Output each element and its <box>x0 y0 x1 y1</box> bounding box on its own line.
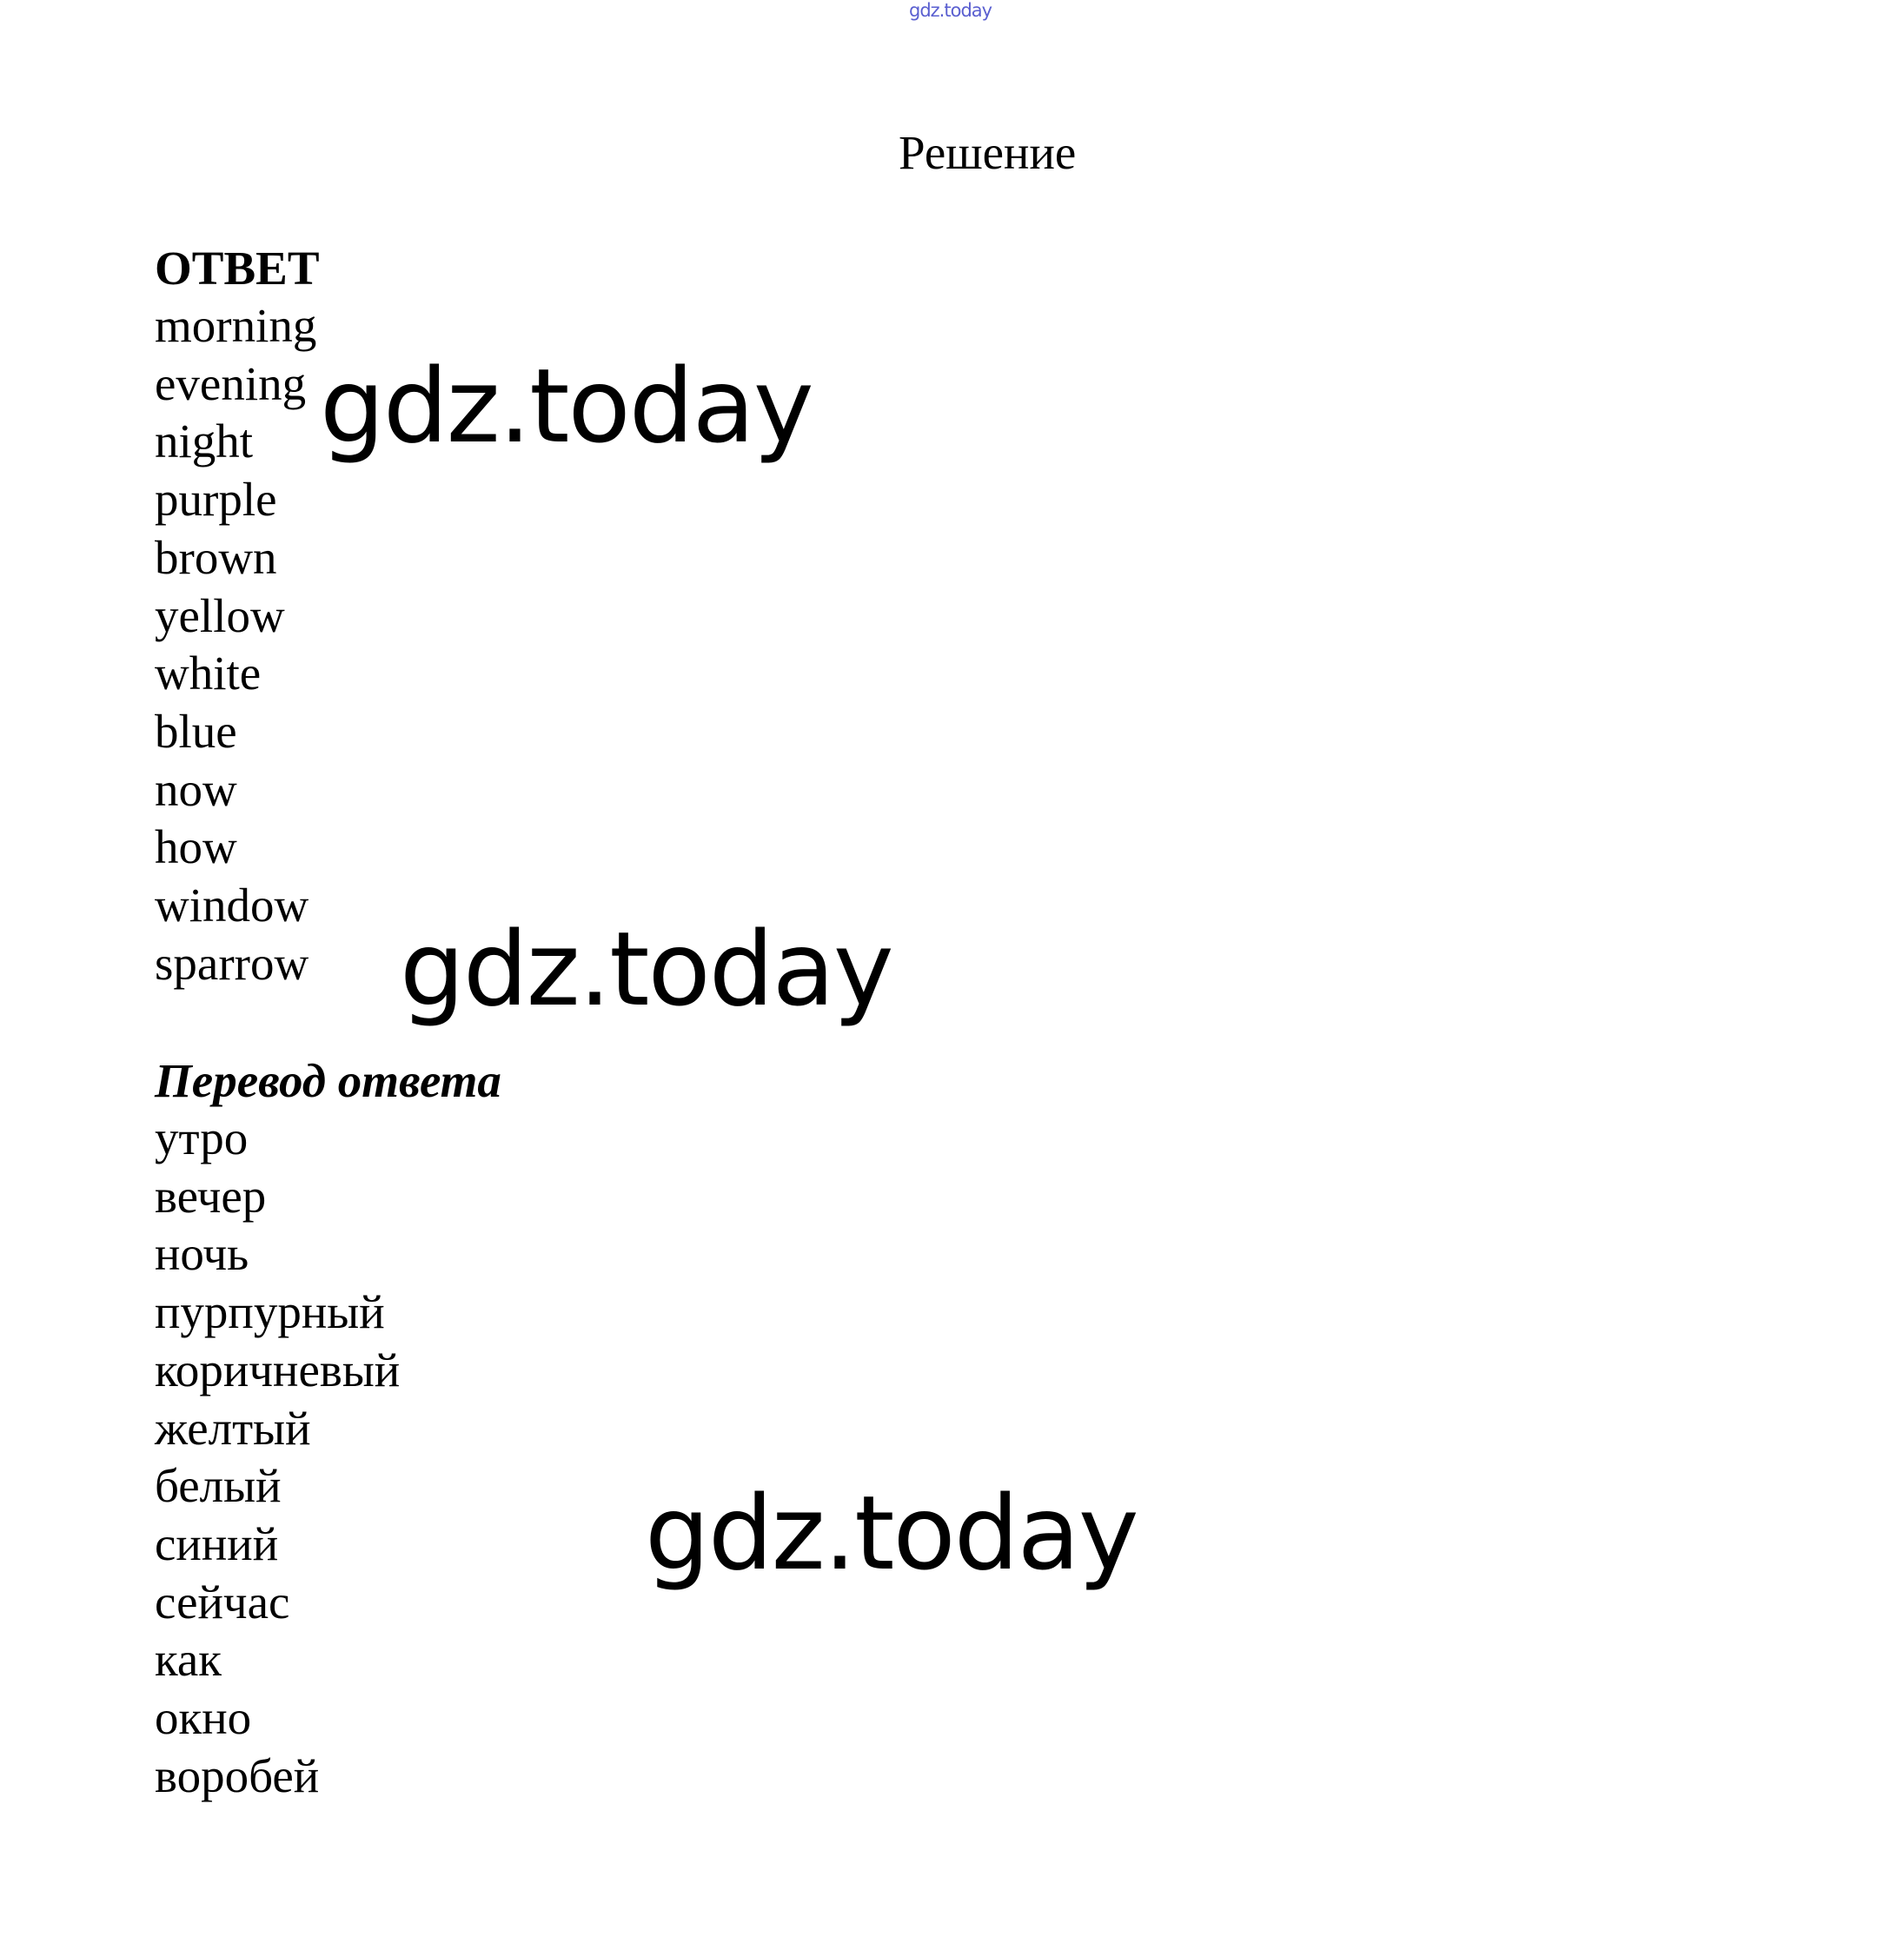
answer-section <box>155 239 320 992</box>
translation-word: утро <box>155 1111 249 1164</box>
translation-word: синий <box>155 1516 279 1570</box>
answer-word-list <box>155 297 320 992</box>
answer-heading: ОТВЕТ <box>155 242 320 295</box>
answer-word: brown <box>155 530 277 584</box>
watermark: gdz.today <box>645 1473 1138 1593</box>
translation-heading: Перевод ответа <box>155 1054 501 1107</box>
answer-word: morning <box>155 299 317 352</box>
answer-word: blue <box>155 704 237 758</box>
watermark: gdz.today <box>400 909 892 1029</box>
answer-word: window <box>155 879 309 932</box>
translation-word: коричневый <box>155 1343 401 1396</box>
translation-word: окно <box>155 1691 252 1745</box>
translation-word-list <box>155 1110 501 1805</box>
translation-word: сейчас <box>155 1575 290 1629</box>
answer-word: white <box>155 647 262 700</box>
answer-word: how <box>155 820 237 874</box>
page-title: Решение <box>899 126 1077 179</box>
top-watermark: gdz.today <box>909 0 992 21</box>
translation-word: вечер <box>155 1169 267 1223</box>
answer-word: purple <box>155 473 277 527</box>
translation-word: белый <box>155 1459 282 1513</box>
translation-word: пурпурный <box>155 1285 385 1339</box>
answer-word: evening <box>155 356 307 410</box>
answer-word: night <box>155 415 254 468</box>
answer-word: sparrow <box>155 936 309 990</box>
answer-word: now <box>155 762 237 816</box>
translation-word: воробей <box>155 1748 320 1802</box>
translation-word: желтый <box>155 1401 311 1455</box>
watermark: gdz.today <box>320 346 813 466</box>
translation-word: ночь <box>155 1227 249 1281</box>
answer-word: yellow <box>155 588 285 642</box>
translation-word: как <box>155 1633 222 1687</box>
translation-section <box>155 1051 501 1805</box>
